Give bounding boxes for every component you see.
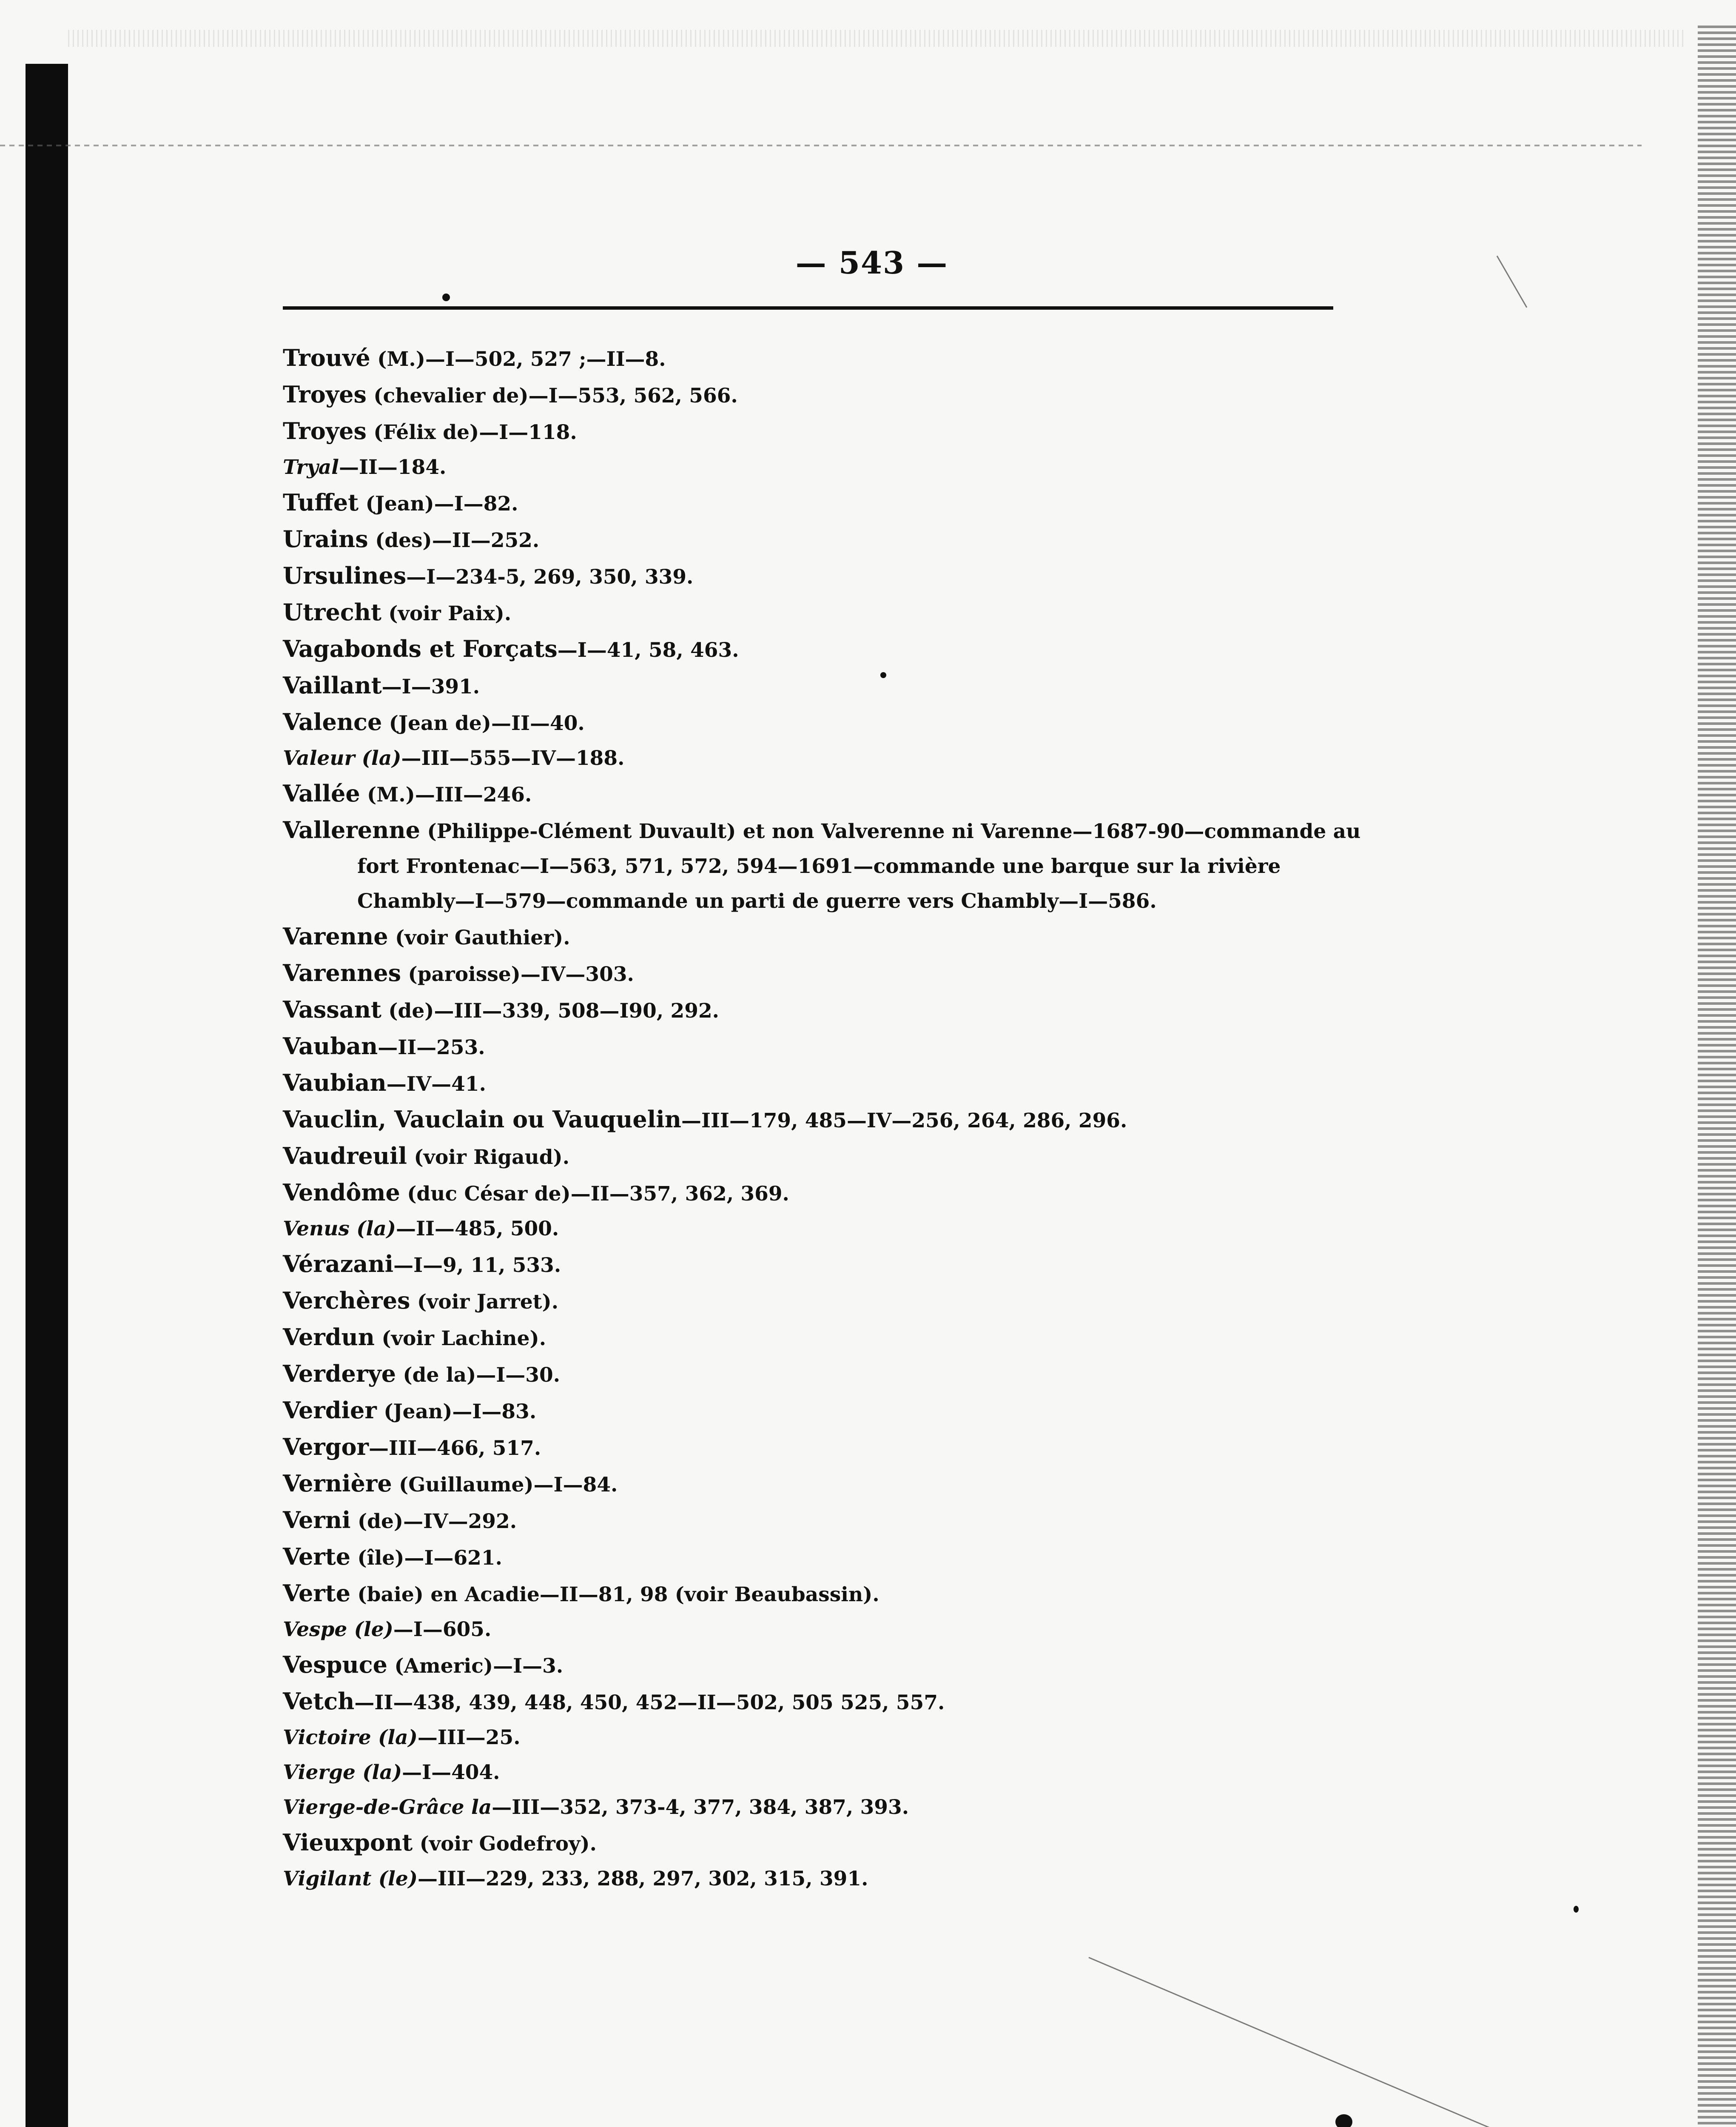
entry-heading: Trouvé: [283, 344, 370, 371]
entry-references: (de)—IV—292.: [350, 1510, 517, 1533]
entry-heading: Vierge (la): [283, 1761, 402, 1784]
index-entry-list: [283, 340, 1367, 1896]
entry-heading: Valence: [283, 708, 382, 736]
entry-references: (M.)—I—502, 527 ;—II—8.: [370, 348, 666, 371]
entry-heading: Varennes: [283, 959, 401, 987]
entry-heading: Vassant: [283, 996, 381, 1023]
index-entry: [283, 1429, 1367, 1466]
index-entry: [283, 1065, 1367, 1102]
entry-heading: Tryal: [283, 456, 339, 479]
entry-references: —I—41, 58, 463.: [557, 639, 739, 662]
entry-references: —III—466, 517.: [368, 1437, 541, 1460]
entry-heading: Vagabonds et Forçats: [283, 635, 558, 662]
index-entry: [283, 1862, 1367, 1896]
index-entry: [283, 992, 1367, 1029]
entry-heading: Valeur (la): [283, 747, 401, 770]
index-entry: [283, 522, 1367, 558]
index-entry: [283, 1684, 1367, 1720]
index-entry: [283, 558, 1367, 595]
scan-scratch: [1088, 1957, 1617, 2127]
index-entry: [283, 1138, 1367, 1175]
index-entry: [283, 485, 1367, 522]
entry-references: —I—9, 11, 533.: [393, 1254, 561, 1277]
entry-references: (île)—I—621.: [350, 1546, 502, 1570]
entry-heading: Vallée: [283, 780, 360, 807]
entry-heading: Vergor: [283, 1433, 369, 1460]
entry-references: (Jean)—I—83.: [376, 1400, 537, 1423]
entry-heading: Vaudreuil: [283, 1142, 407, 1169]
entry-references: (Guillaume)—I—84.: [392, 1473, 618, 1497]
entry-heading: Utrecht: [283, 599, 381, 626]
entry-references: (voir Godefroy).: [413, 1832, 597, 1856]
entry-references: (M.)—III—246.: [360, 783, 532, 807]
index-entry: [283, 450, 1367, 485]
entry-references: —II—184.: [339, 456, 447, 479]
entry-references: (duc César de)—II—357, 362, 369.: [400, 1182, 789, 1206]
page-number: — 543 —: [795, 245, 948, 281]
entry-heading: Troyes: [283, 417, 367, 445]
entry-references: —III—352, 373-4, 377, 384, 387, 393.: [492, 1796, 909, 1819]
entry-references: (voir Lachine).: [375, 1327, 546, 1350]
entry-heading: Verdier: [283, 1397, 377, 1424]
index-entry: [283, 1212, 1367, 1246]
entry-heading: Verni: [283, 1506, 351, 1534]
entry-heading: Ursulines: [283, 562, 407, 589]
entry-references: (Americ)—I—3.: [387, 1654, 563, 1678]
index-entry: [283, 1503, 1367, 1539]
entry-heading: Varenne: [283, 923, 388, 950]
index-entry: [283, 919, 1367, 955]
entry-references: (Félix de)—I—118.: [366, 421, 577, 444]
entry-heading: Vespe (le): [283, 1618, 393, 1641]
entry-heading: Victoire (la): [283, 1726, 418, 1749]
entry-heading: Vespuce: [283, 1651, 387, 1678]
entry-references: —I—234-5, 269, 350, 339.: [406, 565, 694, 589]
ink-speck: [1335, 2114, 1352, 2127]
index-entry: [283, 1246, 1367, 1283]
entry-references: (paroisse)—IV—303.: [401, 963, 634, 986]
entry-heading: Vernière: [283, 1470, 392, 1497]
entry-references: —I—605.: [393, 1618, 492, 1641]
entry-heading: Vauban: [283, 1032, 378, 1060]
entry-heading: Venus (la): [283, 1217, 396, 1240]
entry-references: —III—179, 485—IV—256, 264, 286, 296.: [681, 1109, 1127, 1132]
entry-heading: Vetch: [283, 1688, 355, 1715]
entry-heading: Troyes: [283, 381, 367, 408]
index-entry: [283, 704, 1367, 741]
index-entry: [283, 776, 1367, 813]
index-entry: [283, 1825, 1367, 1862]
entry-heading: Vierge-de-Grâce la: [283, 1796, 492, 1819]
index-entry: [283, 1393, 1367, 1429]
scan-scratch: [1497, 256, 1528, 308]
entry-references: (Jean)—I—82.: [359, 492, 518, 516]
index-entry: [283, 1790, 1367, 1825]
entry-heading: Vaillant: [283, 672, 382, 699]
entry-references: (chevalier de)—I—553, 562, 566.: [366, 384, 738, 408]
entry-references: —II—485, 500.: [396, 1217, 559, 1240]
scan-top-line: [0, 145, 1642, 146]
entry-references: —II—438, 439, 448, 450, 452—II—502, 505 525, 557.: [354, 1691, 945, 1714]
entry-references: (voir Paix).: [381, 602, 512, 625]
index-entry: [283, 1647, 1367, 1684]
index-entry: [283, 377, 1367, 413]
entry-references: —III—229, 233, 288, 297, 302, 315, 391.: [418, 1867, 868, 1890]
entry-heading: Vigilant (le): [283, 1867, 418, 1890]
entry-heading: Urains: [283, 525, 368, 553]
entry-references: —III—25.: [417, 1726, 521, 1749]
entry-references: (de la)—I—30.: [396, 1363, 561, 1387]
entry-heading: Vérazani: [283, 1250, 394, 1277]
entry-heading: Verchères: [283, 1287, 410, 1314]
entry-references: (voir Gauthier).: [388, 926, 570, 949]
index-entry: [283, 741, 1367, 776]
entry-references: —III—555—IV—188.: [401, 747, 625, 770]
entry-references: (de)—III—339, 508—I90, 292.: [381, 999, 720, 1023]
scan-right-edge-noise: [1698, 26, 1736, 2127]
index-entry: [283, 1576, 1367, 1612]
entry-heading: Tuffet: [283, 489, 359, 516]
entry-heading: Verderye: [283, 1360, 396, 1387]
entry-heading: Vallerenne: [283, 816, 420, 844]
entry-heading: Verdun: [283, 1323, 375, 1351]
ink-speck: [442, 294, 450, 301]
entry-heading: Verte: [283, 1543, 351, 1570]
index-entry: [283, 1539, 1367, 1576]
index-entry: [283, 340, 1367, 377]
entry-heading: Vieuxpont: [283, 1829, 413, 1856]
entry-references: —I—404.: [402, 1761, 500, 1784]
entry-references: (Jean de)—II—40.: [382, 712, 585, 735]
index-entry: [283, 1102, 1367, 1138]
entry-heading: Vendôme: [283, 1179, 400, 1206]
entry-references: (voir Jarret).: [410, 1290, 559, 1314]
index-entry: [283, 1356, 1367, 1393]
header-rule: [283, 306, 1333, 310]
scan-top-noise: [68, 30, 1684, 47]
index-entry: [283, 1755, 1367, 1790]
entry-references: (baie) en Acadie—II—81, 98 (voir Beaubassin).: [350, 1583, 879, 1606]
entry-references: —I—391.: [381, 675, 480, 699]
entry-references: (Philippe-Clément Duvault) et non Valverenne ni Varenne—1687-90—commande au fort Frontenac—I—563, 571, 572, 594—1691—commande une barque sur la rivière Chambly—I—579—commande un parti de guerre vers Chambly—I—586.: [357, 820, 1361, 913]
index-entry: [283, 1612, 1367, 1647]
entry-heading: Vauclin, Vauclain ou Vauquelin: [283, 1106, 682, 1133]
index-entry: [283, 1466, 1367, 1503]
entry-references: (voir Rigaud).: [407, 1146, 570, 1169]
index-entry: [283, 668, 1367, 704]
index-entry: [283, 595, 1367, 631]
entry-heading: Vaubian: [283, 1069, 387, 1096]
index-entry: [283, 413, 1367, 450]
entry-references: (des)—II—252.: [368, 529, 540, 552]
entry-heading: Verte: [283, 1580, 351, 1607]
ink-speck: [1574, 1906, 1579, 1913]
index-entry: [283, 1283, 1367, 1320]
index-entry: [283, 1320, 1367, 1356]
index-entry: [283, 955, 1367, 992]
entry-references: —II—253.: [378, 1036, 485, 1059]
scan-binding-shadow: [26, 64, 68, 2127]
index-entry: [283, 1029, 1367, 1065]
entry-references: —IV—41.: [386, 1072, 486, 1096]
index-entry: [283, 1720, 1367, 1755]
index-entry: [283, 1175, 1367, 1212]
index-entry: [283, 813, 1367, 919]
index-entry: [283, 631, 1367, 668]
